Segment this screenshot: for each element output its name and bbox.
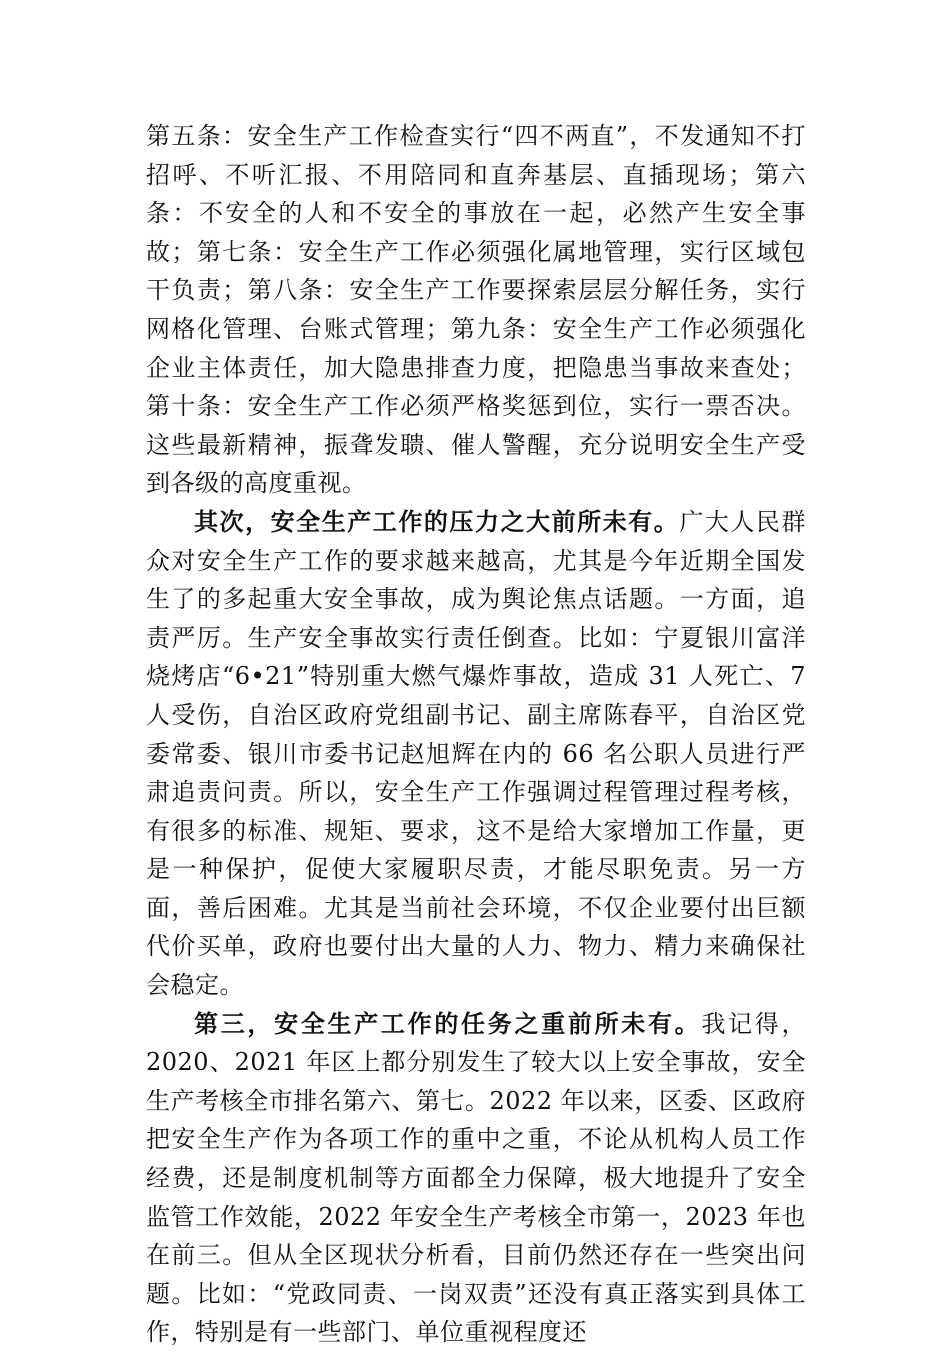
paragraph-3-text: 我记得，2020、2021 年区上都分别发生了较大以上安全事故，安全生产考核全市排名第六、第七。2022 年以来，区委、区政府把安全生产作为各项工作的重中之重，不论从机构人员工作经费，还是制度机制等方面都全力保障，极大地提升了安全监管工作效能，2022 年安全生产考核全市第一，2023 年也在前三。但从全区现状分析看，目前仍然还存在一些突出问题。比如：“党政同责、一岗双责”还没有真正落实到具体工作，特别是有一些部门、单位重视程度还 bbox=[146, 1009, 807, 1347]
paragraph-1-text: 第五条：安全生产工作检查实行“四不两直”，不发通知不打招呼、不听汇报、不用陪同和直奔基层、直插现场；第六条：不安全的人和不安全的事放在一起，必然产生安全事故；第七条：安全生产工作必须强化属地管理，实行区域包干负责；第八条：安全生产工作要探索层层分解任务，实行网格化管理、台账式管理；第九条：安全生产工作必须强化企业主体责任，加大隐患排查力度，把隐患当事故来查处；第十条：安全生产工作必须严格奖惩到位，实行一票否决。这些最新精神，振聋发聩、催人警醒，充分说明安全生产受到各级的高度重视。 bbox=[146, 122, 806, 498]
paragraph-3-lead: 第三，安全生产工作的任务之重前所未有。 bbox=[194, 1008, 702, 1038]
paragraph-2-text: 广大人民群众对安全生产工作的要求越来越高，尤其是今年近期全国发生了的多起重大安全事故，成为舆论焦点话题。一方面，追责严厉。生产安全事故实行责任倒查。比如：宁夏银川富洋烧烤店“6•21”特别重大燃气爆炸事故，造成 31 人死亡、7 人受伤，自治区政府党组副书记、副主席陈春平，自治区党委常委、银川市委书记赵旭辉在内的 66 名公职人员进行严肃追责问责。所以，安全生产工作强调过程管理过程考核，有很多的标准、规矩、要求，这不是给大家增加工作量，更是一种保护，促使大家履职尽责，才能尽职免责。另一方面，善后困难。尤其是当前社会环境，不仅企业要付出巨额代价买单，政府也要付出大量的人力、物力、精力来确保社会稳定。 bbox=[146, 507, 807, 1000]
paragraph-2 bbox=[146, 503, 806, 1005]
paragraph-1 bbox=[146, 117, 806, 503]
paragraph-3 bbox=[146, 1005, 806, 1352]
document-body bbox=[146, 117, 806, 1352]
paragraph-2-lead: 其次，安全生产工作的压力之大前所未有。 bbox=[194, 506, 680, 536]
